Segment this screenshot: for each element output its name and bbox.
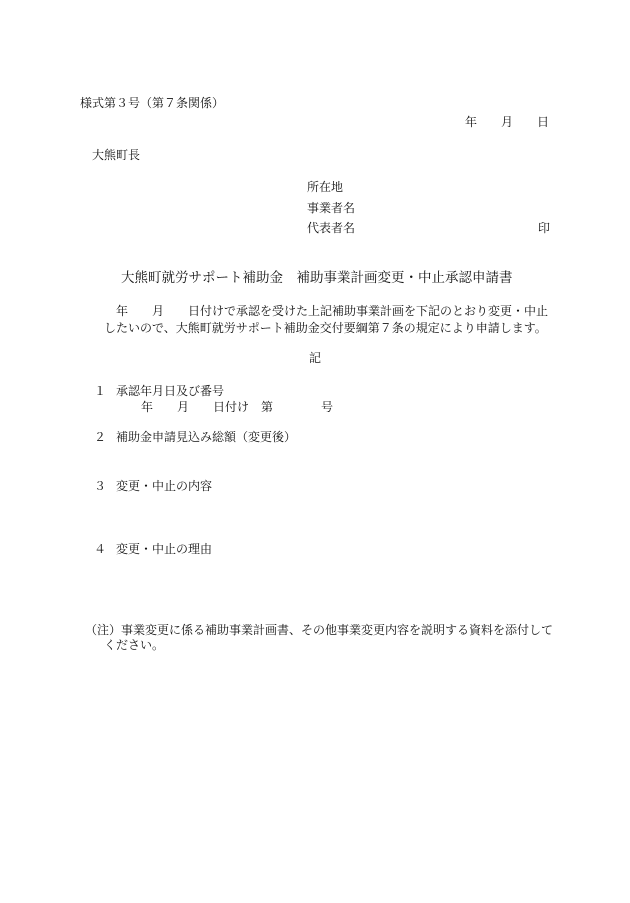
date-line: 年 月 日 — [464, 115, 549, 129]
item-number: ３ — [94, 479, 107, 493]
item-number: ２ — [94, 430, 107, 444]
form-number: 様式第３号（第７条関係） — [80, 96, 225, 110]
note-line: （注）事業変更に係る補助事業計画書、その他事業変更内容を説明する資料を添付して — [85, 623, 554, 637]
item-label: 補助金申請見込み総額（変更後） — [116, 430, 297, 444]
item-label: 変更・中止の内容 — [116, 479, 213, 493]
document-title: 大熊町就労サポート補助金 補助事業計画変更・中止承認申請書 — [121, 270, 513, 286]
ki-heading: 記 — [309, 351, 322, 365]
business-name-label: 事業者名 — [307, 201, 356, 215]
representative-label: 代表者名 — [307, 221, 356, 235]
item-label: 変更・中止の理由 — [116, 542, 213, 556]
body-line: 年 月 日付けで承認を受けた上記補助事業計画を下記のとおり変更・中止 — [116, 304, 549, 318]
item-number: １ — [94, 384, 107, 398]
item-label: 承認年月日及び番号 — [116, 384, 225, 398]
address-label: 所在地 — [307, 180, 344, 194]
seal-mark: 印 — [538, 221, 551, 235]
item-number: ４ — [94, 542, 107, 556]
body-line: したいので、大熊町就労サポート補助金交付要綱第７条の規定により申請します。 — [104, 321, 547, 335]
note-line: ください。 — [104, 638, 165, 652]
addressee: 大熊町長 — [92, 148, 141, 162]
approval-date-number-line: 年 月 日付け 第 号 — [141, 400, 334, 414]
